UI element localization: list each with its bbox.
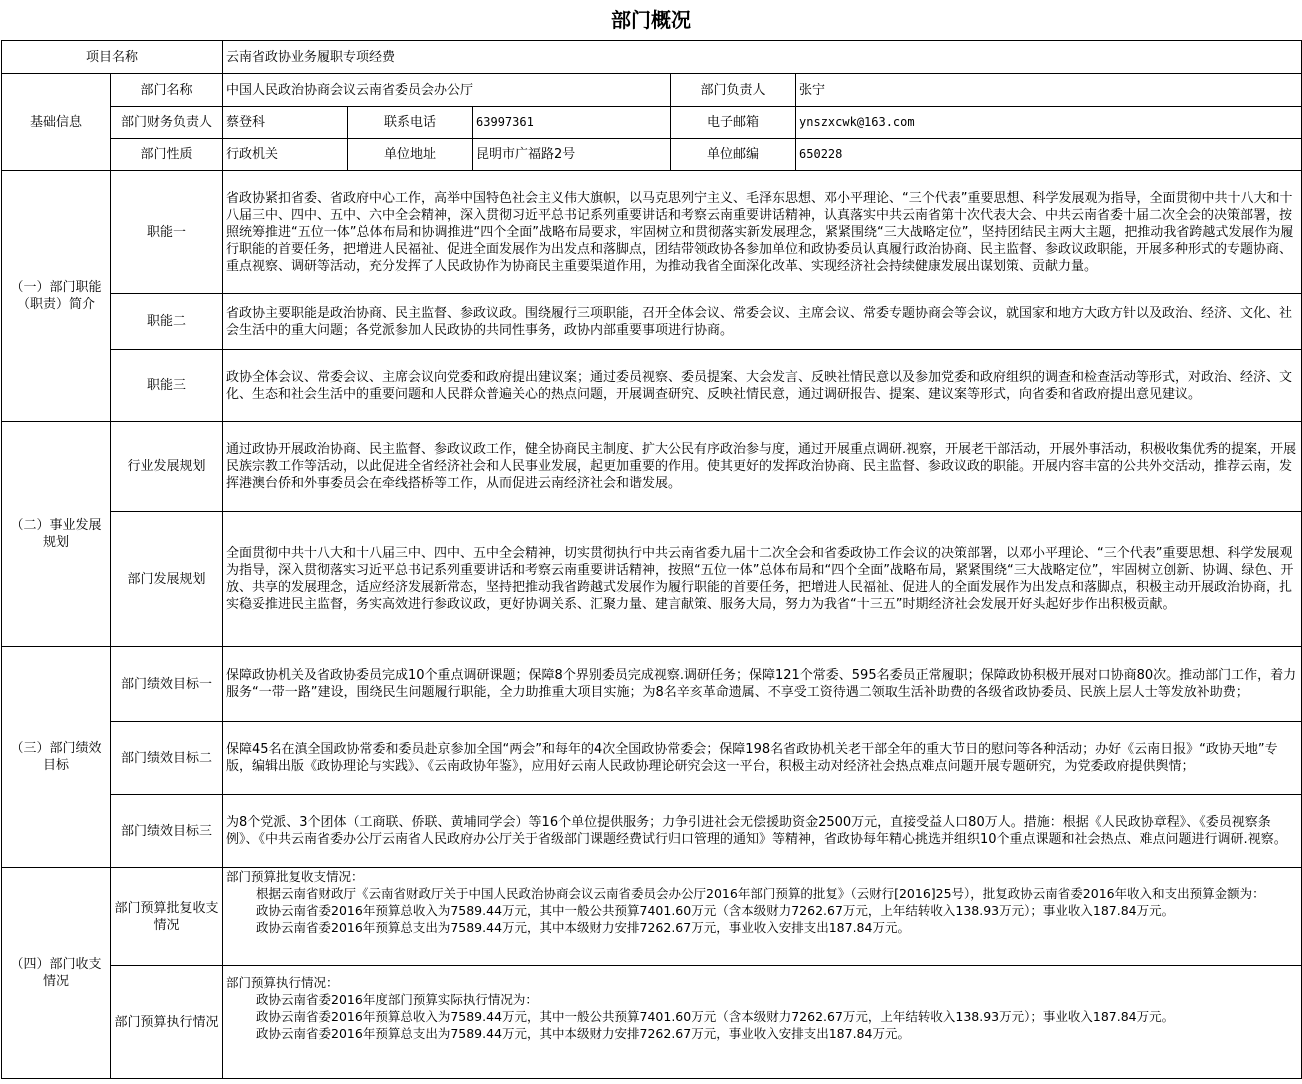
execution-line-1: 部门预算执行情况： [226,975,339,990]
function-2-text: 省政协主要职能是政治协商、民主监督、参政议政。围绕履行三项职能，召开全体会议、常委会议、主席会议、常委专题协商会等会议，就国家和地方大政方针以及政治、经济、文化、社会生活中的重大问题；各党派参加人民政协的共同性事务，政协内部重要事项进行协商。 [223,294,1302,350]
dept-name-label: 部门名称 [111,74,223,107]
approval-line-3: 政协云南省委2016年预算总收入为7589.44万元，其中一般公共预算7401.60万元（含本级财力7262.67万元，上年结转收入138.93万元）；事业收入187.84万元。 [256,903,1175,918]
finance-head-value: 蔡登科 [223,107,348,139]
function-row-2 [2,294,1302,350]
nature-value: 行政机关 [223,139,348,171]
execution-line-4: 政协云南省委2016年预算总支出为7589.44万元，其中本级财力安排7262.67万元，事业收入安排支出187.84万元。 [256,1026,910,1041]
leader-value: 张宁 [796,74,1302,107]
basic-row-2 [2,107,1302,139]
performance-row-3 [2,795,1302,868]
project-name-label: 项目名称 [2,41,223,74]
function-row-1 [2,171,1302,294]
finance-section-label: （四）部门收支情况 [2,868,111,1079]
nature-label: 部门性质 [111,139,223,171]
industry-plan-label: 行业发展规划 [111,422,223,512]
basic-row-3 [2,139,1302,171]
performance-1-text: 保障政协机关及省政协委员完成10个重点调研课题；保障8个界别委员完成视察.调研任务；保障121个常委、595名委员正常履职；保障政协积极开展对口协商80次。推动部门工作，着力服务“一带一路”建设，围绕民生问题履行职能，全力助推重大项目实施；为8名辛亥革命遗属、不享受工资待遇二领取生活补助费的各级省政协委员、民族上层人士等发放补助费； [223,647,1302,722]
finance-head-label: 部门财务负责人 [111,107,223,139]
leader-label: 部门负责人 [671,74,796,107]
phone-value: 63997361 [473,107,671,139]
budget-approval-label: 部门预算批复收支情况 [111,868,223,966]
project-name-value: 云南省政协业务履职专项经费 [223,41,1302,74]
budget-execution-cell [223,966,1302,1079]
address-value: 昆明市广福路2号 [473,139,671,171]
finance-row-1 [2,868,1302,966]
function-3-label: 职能三 [111,350,223,422]
dept-plan-text: 全面贯彻中共十八大和十八届三中、四中、五中全会精神，切实贯彻执行中共云南省委九届十二次全会和省委政协工作会议的决策部署，以邓小平理论、“三个代表”重要思想、科学发展观为指导，深入贯彻落实习近平总书记系列重要讲话和考察云南重要讲话精神，按照“五位一体”总体布局和“四个全面”战略布局，紧紧围绕“三大战略定位”，牢固树立创新、协调、绿色、开放、共享的发展理念，适应经济发展新常态，坚持把推动我省跨越式发展作为履行职能的首要任务，把增进人民福祉、促进人的全面发展作为出发点和落脚点，积极主动开展政治协商，扎实稳妥推进民主监督，务实高效进行参政议政，更好协调关系、汇聚力量、建言献策、服务大局，努力为我省“十三五”时期经济社会发展开好头起好步作出积极贡献。 [223,512,1302,647]
email-label: 电子邮箱 [671,107,796,139]
postcode-value: 650228 [796,139,1302,171]
basic-section-label: 基础信息 [2,74,111,171]
development-section-label: （二）事业发展规划 [2,422,111,647]
function-2-label: 职能二 [111,294,223,350]
approval-line-2: 根据云南省财政厅《云南省财政厅关于中国人民政治协商会议云南省委员会办公厅2016年部门预算的批复》（云财行[2016]25号），批复政协云南省委2016年收入和支出预算金额为： [256,886,1265,901]
basic-row-1 [2,74,1302,107]
execution-line-2: 政协云南省委2016年度部门预算实际执行情况为： [256,992,538,1007]
budget-execution-label: 部门预算执行情况 [111,966,223,1079]
performance-section-label: （三）部门绩效目标 [2,647,111,868]
performance-2-text: 保障45名在滇全国政协常委和委员赴京参加全国“两会”和每年的4次全国政协常委会；保障198名省政协机关老干部全年的重大节日的慰问等各种活动；办好《云南日报》“政协天地”专版，编辑出版《政协理论与实践》、《云南政协年鉴》，应用好云南人民政协理论研究会这一平台，积极主动对经济社会热点难点问题开展专题研究，为党委政府提供舆情； [223,722,1302,795]
function-1-text: 省政协紧扣省委、省政府中心工作，高举中国特色社会主义伟大旗帜，以马克思列宁主义、毛泽东思想、邓小平理论、“三个代表”重要思想、科学发展观为指导，全面贯彻中共十八大和十八届三中、四中、五中、六中全会精神，深入贯彻习近平总书记系列重要讲话和考察云南重要讲话精神，认真落实中共云南省第十次代表大会、中共云南省委十届二次全会的决策部署，按照统筹推进“五位一体”总体布局和协调推进“四个全面”战略布局要求，牢固树立和贯彻落实新发展理念，紧紧围绕“三大战略定位”，坚持团结民主两大主题，把推动我省跨越式发展作为履行职能的首要任务，把增进人民福祉、促进全面发展作为出发点和落脚点，团结带领政协各参加单位和政协委员认真履行政治协商、民主监督、参政议政职能，开展多种形式的专题协商、重点视察、调研等活动，充分发挥了人民政协作为协商民主重要渠道作用，为推动我省全面深化改革、实现经济社会持续健康发展出谋划策、贡献力量。 [223,171,1302,294]
finance-row-2 [2,966,1302,1079]
dept-plan-label: 部门发展规划 [111,512,223,647]
budget-approval-cell [223,868,1302,966]
industry-plan-text: 通过政协开展政治协商、民主监督、参政议政工作，健全协商民主制度、扩大公民有序政治参与度，通过开展重点调研.视察，开展老干部活动，开展外事活动，积极收集优秀的提案，开展民族宗教工作等活动，以此促进全省经济社会和人民事业发展，起更加重要的作用。使其更好的发挥政治协商、民主监督、参政议政的职能。开展内容丰富的公共外交活动，推荐云南，发挥港澳台侨和外事委员会在牵线搭桥等工作，从而促进云南经济社会和谐发展。 [223,422,1302,512]
performance-row-2 [2,722,1302,795]
phone-label: 联系电话 [348,107,473,139]
performance-1-label: 部门绩效目标一 [111,647,223,722]
overview-table [1,40,1302,1079]
dept-name-value: 中国人民政治协商会议云南省委员会办公厅 [223,74,671,107]
performance-3-text: 为8个党派、3个团体（工商联、侨联、黄埔同学会）等16个单位提供服务；力争引进社会无偿援助资金2500万元，直接受益人口80万人。措施：根据《人民政协章程》、《委员视察条例》、《中共云南省委办公厅云南省人民政府办公厅关于省级部门课题经费试行归口管理的通知》等精神，省政协每年精心挑选并组织10个重点课题和社会热点、难点问题进行调研.视察。 [223,795,1302,868]
performance-row-1 [2,647,1302,722]
development-row-1 [2,422,1302,512]
function-3-text: 政协全体会议、常委会议、主席会议向党委和政府提出建议案；通过委员视察、委员提案、大会发言、反映社情民意以及参加党委和政府组织的调查和检查活动等形式，对政治、经济、文化、生态和社会生活中的重要问题和人民群众普遍关心的热点问题，开展调查研究、反映社情民意，通过调研报告、提案、建议案等形式，向省委和省政府提出意见建议。 [223,350,1302,422]
performance-3-label: 部门绩效目标三 [111,795,223,868]
execution-line-3: 政协云南省委2016年预算总收入为7589.44万元，其中一般公共预算7401.60万元（含本级财力7262.67万元，上年结转收入138.93万元）；事业收入187.84万元。 [256,1009,1175,1024]
function-1-label: 职能一 [111,171,223,294]
address-label: 单位地址 [348,139,473,171]
function-row-3 [2,350,1302,422]
functions-section-label: （一）部门职能（职责）简介 [2,171,111,422]
approval-line-1: 部门预算批复收支情况： [226,869,364,884]
project-row [2,41,1302,74]
postcode-label: 单位邮编 [671,139,796,171]
email-value: ynszxcwk@163.com [796,107,1302,139]
page-title: 部门概况 [611,8,691,32]
approval-line-4: 政协云南省委2016年预算总支出为7589.44万元，其中本级财力安排7262.67万元，事业收入安排支出187.84万元。 [256,920,910,935]
performance-2-label: 部门绩效目标二 [111,722,223,795]
development-row-2 [2,512,1302,647]
